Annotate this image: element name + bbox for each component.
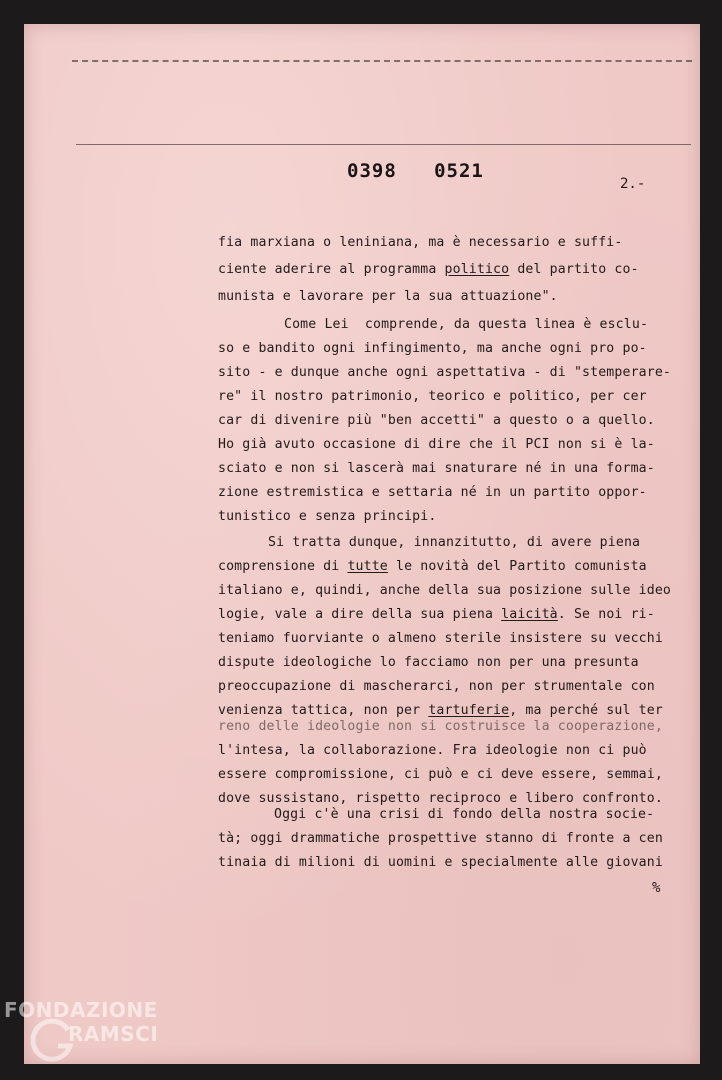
text-segment: ciente aderire al programma [218, 262, 445, 277]
text-line [218, 559, 647, 574]
text-line [218, 855, 663, 870]
continuation-mark: % [652, 880, 661, 896]
text-line [218, 389, 647, 404]
text-line [218, 631, 663, 646]
text-line [218, 791, 663, 806]
text-segment: logie, vale a dire della sua piena [218, 607, 502, 622]
watermark [4, 998, 158, 1046]
underlined-word: laicità [501, 607, 558, 622]
text-segment: tinaia di milioni di uomini e specialmente alle giovani [218, 855, 663, 870]
text-segment: comprensione di [218, 559, 348, 574]
text-line [218, 703, 663, 718]
text-segment: re" il nostro patrimonio, teorico e politico, per cer [218, 389, 647, 404]
text-line [218, 583, 671, 598]
text-segment: italiano e, quindi, anche della sua posizione sulle ideo [218, 583, 672, 598]
text-segment: reno delle ideologie non si costruisce la cooperazione, [218, 719, 663, 734]
text-segment: Si tratta dunque, innanzitutto, di avere piena [268, 535, 641, 550]
text-segment: so e bandito ogni infingimento, ma anche ogni pro po- [218, 341, 647, 356]
text-segment: venienza tattica, non per [218, 703, 429, 718]
text-line [218, 743, 647, 758]
text-segment: zione estremistica e settaria né in un partito oppor- [218, 485, 647, 500]
text-segment: car di divenire più "ben accetti" a questo o a quello. [218, 413, 655, 428]
text-line [218, 719, 663, 734]
text-line [218, 509, 436, 524]
watermark-line-2: RAMSCI [68, 1022, 159, 1046]
text-line [268, 535, 640, 550]
text-segment: l'intesa, la collaborazione. Fra ideologie non ci può [218, 743, 647, 758]
text-segment: preoccupazione di mascherarci, non per strumentale con [218, 679, 655, 694]
watermark-line-1: FONDAZIONE [4, 998, 158, 1022]
text-segment: . Se noi ri- [557, 607, 655, 622]
text-segment: sciato e non si lascerà mai snaturare né in una forma- [218, 461, 655, 476]
text-line [218, 365, 671, 380]
text-segment: dove sussistano, rispetto reciproco e libero confronto. [218, 791, 663, 806]
text-line [218, 262, 639, 277]
text-segment: , ma perché sul ter [509, 703, 663, 718]
text-segment: tunistico e senza principi. [218, 509, 437, 524]
text-line [218, 607, 655, 622]
text-line [218, 767, 663, 782]
text-segment: fia marxiana o leniniana, ma è necessario e suffi- [218, 235, 623, 250]
text-line [218, 341, 647, 356]
text-segment: teniamo fuorviante o almeno sterile insistere su vecchi [218, 631, 663, 646]
text-segment: essere compromissione, ci può e ci deve essere, semmai, [218, 767, 663, 782]
text-line [218, 679, 655, 694]
text-line [218, 289, 558, 304]
underlined-word: politico [444, 262, 510, 277]
text-segment: del partito co- [509, 262, 639, 277]
text-line [284, 317, 648, 332]
text-segment: Ho già avuto occasione di dire che il PCI non si è la- [218, 437, 655, 452]
text-line [218, 461, 655, 476]
text-segment: munista e lavorare per la sua attuazione". [218, 289, 558, 304]
text-segment: dispute ideologiche lo facciamo non per una presunta [218, 655, 639, 670]
text-line [218, 235, 622, 250]
text-line [218, 485, 647, 500]
underlined-word: tartuferie [428, 703, 510, 718]
archive-number: 0398 0521 [347, 160, 484, 182]
text-line [274, 807, 654, 822]
text-line [218, 831, 663, 846]
underlined-word: tutte [347, 559, 388, 574]
text-segment: sito - e dunque anche ogni aspettativa - di "stemperare- [218, 365, 672, 380]
text-segment: le novità del Partito comunista [387, 559, 647, 574]
header-rule [76, 144, 691, 145]
text-segment: Oggi c'è una crisi di fondo della nostra socie- [274, 807, 655, 822]
top-perforation-line [72, 60, 692, 66]
text-line [218, 413, 655, 428]
text-line [218, 655, 639, 670]
text-segment: Come Lei comprende, da questa linea è esclu- [284, 317, 649, 332]
text-line [218, 437, 655, 452]
page-number: 2.- [620, 176, 646, 192]
text-segment: tà; oggi drammatiche prospettive stanno di fronte a cen [218, 831, 663, 846]
